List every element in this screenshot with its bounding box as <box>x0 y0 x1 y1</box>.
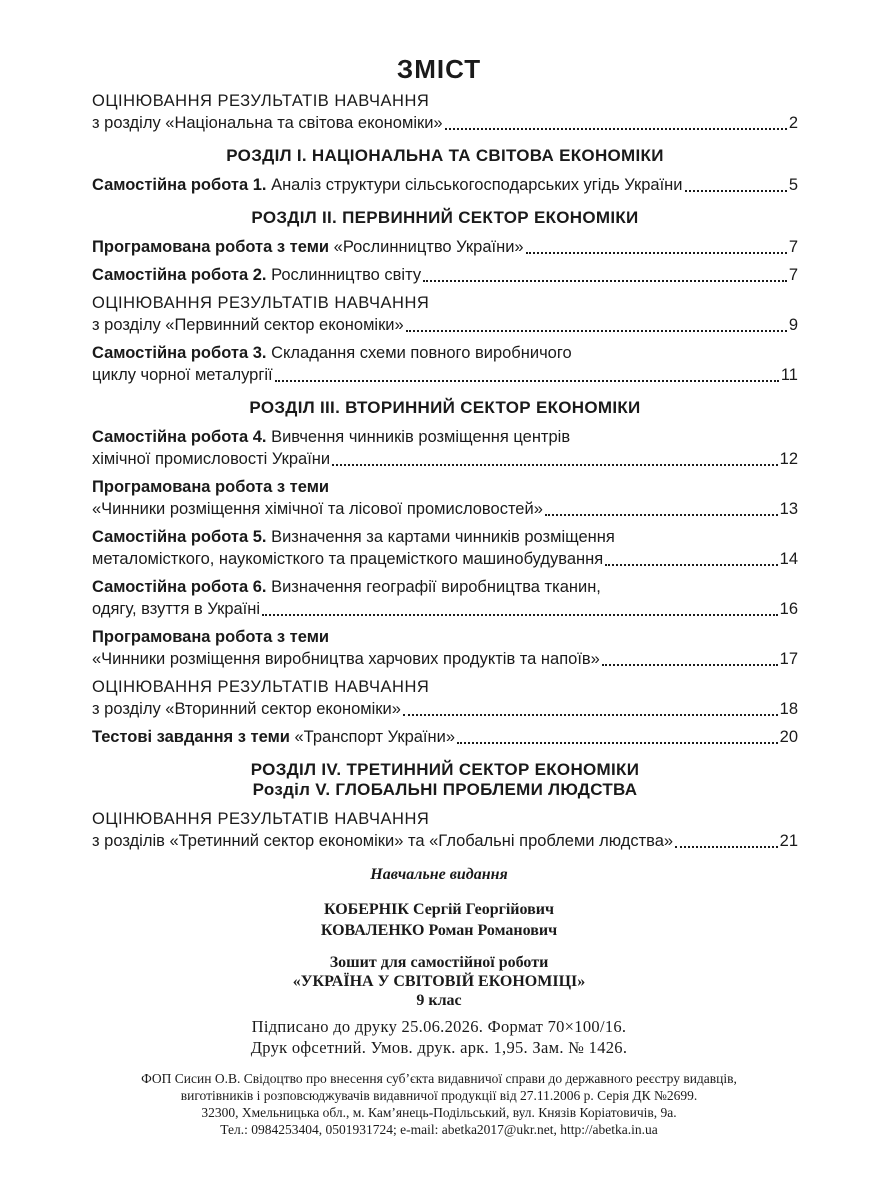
entry-title: «Чинники розміщення виробництва харчових продуктів та напоїв» <box>92 650 600 668</box>
entry-text <box>92 448 330 470</box>
toc-entry[interactable] <box>92 342 798 386</box>
print-info-line-2: Друк офсетний. Умов. друк. арк. 1,95. Зам. № 1426. <box>250 1038 628 1057</box>
page-number: 21 <box>779 832 798 850</box>
entry-title: Аналіз структури сільськогосподарських угідь України <box>266 176 683 194</box>
edition-type: Навчальне видання <box>370 866 508 883</box>
toc-entry[interactable] <box>92 726 798 748</box>
entry-first-line <box>92 342 798 364</box>
dot-leader <box>545 513 778 516</box>
section-heading: РОЗДІЛ ІІ. ПЕРВИННИЙ СЕКТОР ЕКОНОМІКИ <box>251 208 639 227</box>
dot-leader <box>332 463 778 466</box>
dot-leader <box>602 663 778 666</box>
entry-text <box>92 598 260 620</box>
entry-text <box>92 648 600 670</box>
entry-label: Самостійна робота 4. <box>92 428 267 446</box>
entry-title: одягу, взуття в Україні <box>92 600 261 618</box>
entry-text: Складання схеми повного виробничого <box>266 344 572 362</box>
toc-entry[interactable] <box>92 236 798 258</box>
toc-entry[interactable] <box>92 576 798 620</box>
entry-text: ОЦІНЮВАННЯ РЕЗУЛЬТАТІВ НАВЧАННЯ <box>92 678 430 696</box>
entry-title: «Рослинництво України» <box>329 238 524 256</box>
dot-leader <box>275 379 779 382</box>
toc-entry[interactable] <box>92 476 798 520</box>
entry-label: Самостійна робота 3. <box>92 344 267 362</box>
entry-label: Самостійна робота 2. <box>92 266 267 284</box>
toc-entry[interactable] <box>92 90 798 134</box>
entry-text: Вивчення чинників розміщення центрів <box>266 428 571 446</box>
entry-title: Рослинництво світу <box>266 266 422 284</box>
dot-leader <box>605 563 777 566</box>
entry-label: Тестові завдання з теми <box>92 728 290 746</box>
author-1: КОБЕРНІК Сергій Георгійович <box>324 901 554 918</box>
page-number: 9 <box>788 316 798 334</box>
dot-leader <box>685 189 787 192</box>
toc-entry[interactable] <box>92 526 798 570</box>
dot-leader <box>403 713 778 716</box>
dot-leader <box>423 279 787 282</box>
entry-text <box>92 698 401 720</box>
entry-title: «Транспорт України» <box>289 728 456 746</box>
author-2: КОВАЛЕНКО Роман Романович <box>320 922 558 939</box>
entry-text <box>92 314 404 336</box>
entry-text <box>92 830 673 852</box>
entry-last-line <box>92 236 798 258</box>
entry-first-line <box>92 526 798 548</box>
entry-label: Самостійна робота 1. <box>92 176 267 194</box>
toc-entry[interactable] <box>92 264 798 286</box>
imprint-block <box>0 864 878 1138</box>
publisher-line-4: Тел.: 0984253404, 0501931724; e-mail: abetka2017@ukr.net, http://abetka.in.ua <box>220 1122 658 1137</box>
entry-text <box>92 498 543 520</box>
entry-text: Визначення за картами чинників розміщення <box>266 528 615 546</box>
page-number: 13 <box>779 500 798 518</box>
entry-text <box>92 112 443 134</box>
dot-leader <box>675 845 778 848</box>
entry-first-line <box>92 476 798 498</box>
entry-title: «Чинники розміщення хімічної та лісової промисловостей» <box>92 500 543 518</box>
entry-first-line <box>92 426 798 448</box>
entry-first-line <box>92 808 798 830</box>
entry-last-line <box>92 314 798 336</box>
entry-last-line <box>92 364 798 386</box>
entry-text <box>92 174 683 196</box>
entry-text <box>92 548 603 570</box>
publisher-line-1: ФОП Сисин О.В. Свідоцтво про внесення суб’єкта видавничої справи до державного реєстру видавців, <box>141 1071 737 1086</box>
dot-leader <box>262 613 778 616</box>
section-heading: РОЗДІЛ І. НАЦІОНАЛЬНА ТА СВІТОВА ЕКОНОМІКИ <box>226 146 664 165</box>
page-number: 12 <box>779 450 798 468</box>
dot-leader <box>457 741 778 744</box>
entry-last-line <box>92 598 798 620</box>
entry-last-line <box>92 548 798 570</box>
page-number: 14 <box>779 550 798 568</box>
entry-text <box>92 726 455 748</box>
entry-title: циклу чорної металургії <box>92 366 273 384</box>
page-number: 16 <box>779 600 798 618</box>
toc-entry[interactable] <box>92 426 798 470</box>
entry-last-line <box>92 648 798 670</box>
entry-label: Самостійна робота 6. <box>92 578 267 596</box>
entry-label: Самостійна робота 5. <box>92 528 267 546</box>
entry-last-line <box>92 726 798 748</box>
entry-title: з розділу «Первинний сектор економіки» <box>92 316 404 334</box>
entry-last-line <box>92 830 798 852</box>
entry-first-line <box>92 626 798 648</box>
entry-text <box>92 236 524 258</box>
entry-text <box>92 264 421 286</box>
entry-title: хімічної промисловості України <box>92 450 331 468</box>
entry-title: з розділу «Національна та світова економіки» <box>92 114 443 132</box>
publisher-line-3: 32300, Хмельницька обл., м. Кам’янець-Подільський, вул. Князів Коріатовичів, 9а. <box>201 1105 677 1120</box>
dot-leader <box>445 127 787 130</box>
entry-last-line <box>92 174 798 196</box>
entry-last-line <box>92 448 798 470</box>
page-number: 2 <box>788 114 798 132</box>
entry-text <box>92 364 273 386</box>
book-title-line-2: «УКРАЇНА У СВІТОВІЙ ЕКОНОМІЦІ» <box>292 973 586 990</box>
entry-title: металомісткого, наукомісткого та працемісткого машинобудування <box>92 550 604 568</box>
entry-label: Програмована робота з теми <box>92 478 330 496</box>
toc-entry[interactable] <box>92 292 798 336</box>
entry-first-line <box>92 90 798 112</box>
entry-label: Програмована робота з теми <box>92 628 330 646</box>
toc-entry[interactable] <box>92 676 798 720</box>
table-of-contents <box>92 90 798 852</box>
page-number: 7 <box>788 266 798 284</box>
toc-entry[interactable] <box>92 626 798 670</box>
entry-first-line <box>92 676 798 698</box>
entry-title: з розділу «Вторинний сектор економіки» <box>92 700 401 718</box>
book-title-line-1: Зошит для самостійної роботи <box>329 954 549 971</box>
page-number: 20 <box>779 728 798 746</box>
section-heading: РОЗДІЛ ІІІ. ВТОРИННИЙ СЕКТОР ЕКОНОМІКИ <box>249 398 641 417</box>
entry-text: ОЦІНЮВАННЯ РЕЗУЛЬТАТІВ НАВЧАННЯ <box>92 810 430 828</box>
publisher-line-2: виготівників і розповсюджувачів видавничої продукції від 27.11.2006 р. Серія ДК №2699. <box>180 1088 698 1103</box>
entry-text: Визначення географії виробництва тканин, <box>266 578 601 596</box>
print-info-line-1: Підписано до друку 25.06.2026. Формат 70×100/16. <box>251 1017 627 1036</box>
entry-last-line <box>92 264 798 286</box>
entry-first-line <box>92 292 798 314</box>
toc-entry[interactable] <box>92 808 798 852</box>
entry-first-line <box>92 576 798 598</box>
page-number: 17 <box>779 650 798 668</box>
entry-label: Програмована робота з теми <box>92 238 330 256</box>
dot-leader <box>406 329 787 332</box>
entry-title: з розділів «Третинний сектор економіки» та «Глобальні проблеми людства» <box>92 832 674 850</box>
entry-text: ОЦІНЮВАННЯ РЕЗУЛЬТАТІВ НАВЧАННЯ <box>92 294 430 312</box>
section-heading: РОЗДІЛ IV. ТРЕТИННИЙ СЕКТОР ЕКОНОМІКИ <box>250 760 640 779</box>
page-number: 5 <box>788 176 798 194</box>
entry-text: ОЦІНЮВАННЯ РЕЗУЛЬТАТІВ НАВЧАННЯ <box>92 92 430 110</box>
entry-last-line <box>92 698 798 720</box>
page-number: 18 <box>779 700 798 718</box>
dot-leader <box>526 251 787 254</box>
grade: 9 клас <box>416 992 462 1009</box>
toc-entry[interactable] <box>92 174 798 196</box>
page-number: 7 <box>788 238 798 256</box>
entry-last-line <box>92 112 798 134</box>
page-number: 11 <box>780 366 798 384</box>
section-heading: Розділ V. ГЛОБАЛЬНІ ПРОБЛЕМИ ЛЮДСТВА <box>252 780 638 799</box>
entry-last-line <box>92 498 798 520</box>
page-title: ЗМІСТ <box>396 54 482 84</box>
